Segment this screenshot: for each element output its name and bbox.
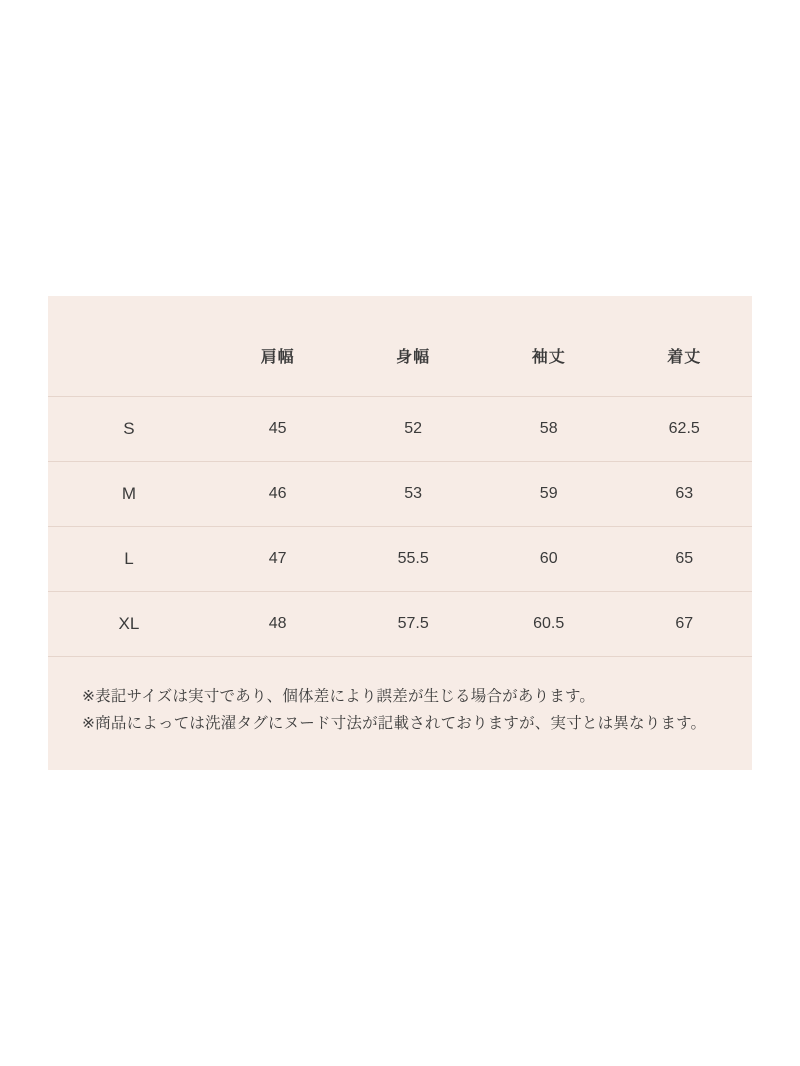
cell-size: L [124,549,134,568]
table-row [48,592,752,657]
cell-size: M [121,484,137,503]
table-body [48,397,752,657]
cell-length: 65 [675,550,694,567]
column-header-size [48,296,210,397]
cell-length: 67 [675,615,694,632]
table-header [48,296,752,397]
note-line-2: ※商品によっては洗濯タグにヌード寸法が記載されておりますが、実寸とは異なります。 [82,715,707,733]
cell-sleeve: 60 [539,550,558,567]
size-chart-panel [48,296,752,770]
table-row [48,397,752,462]
table-row [48,462,752,527]
cell-length: 62.5 [668,420,700,437]
size-chart-notes [48,683,752,737]
cell-size: XL [118,614,140,633]
cell-shoulder: 45 [268,420,287,437]
cell-chest: 57.5 [397,615,429,632]
cell-length: 63 [675,485,694,502]
cell-shoulder: 47 [268,550,287,567]
column-header-shoulder: 肩幅 [260,348,295,366]
cell-chest: 52 [404,420,423,437]
size-chart-table [48,296,752,657]
column-header-length: 着丈 [667,348,702,366]
cell-shoulder: 48 [268,615,287,632]
cell-sleeve: 58 [539,420,558,437]
note-line-1: ※表記サイズは実寸であり、個体差により誤差が生じる場合があります。 [82,688,596,705]
cell-chest: 55.5 [397,550,429,567]
column-header-chest: 身幅 [396,348,431,366]
table-row [48,527,752,592]
table-header-row [48,296,752,397]
cell-sleeve: 60.5 [533,615,565,632]
cell-chest: 53 [404,485,423,502]
cell-shoulder: 46 [268,485,287,502]
cell-sleeve: 59 [539,485,558,502]
cell-size: S [123,419,135,438]
column-header-sleeve: 袖丈 [531,348,566,366]
